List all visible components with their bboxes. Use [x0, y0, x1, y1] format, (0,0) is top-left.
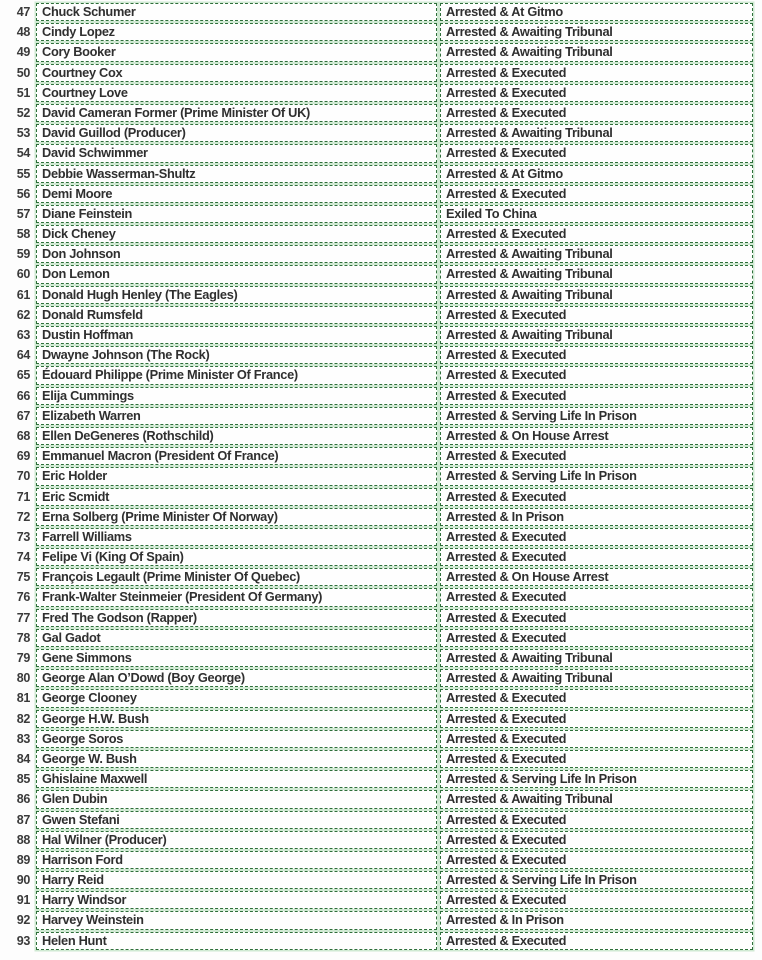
name-cell[interactable]: Gwen Stefani: [36, 811, 437, 829]
table-row: [0, 609, 762, 627]
name-cell[interactable]: George Clooney: [36, 689, 437, 707]
name-cell[interactable]: Elija Cummings: [36, 387, 437, 405]
row-number-label: 57: [16, 206, 30, 221]
name-cell[interactable]: Édouard Philippe (Prime Minister Of France): [36, 366, 437, 384]
status-cell[interactable]: Arrested & Awaiting Tribunal: [440, 790, 753, 808]
table-rows-container: [0, 3, 762, 950]
table-row: [0, 144, 762, 162]
table-row: [0, 165, 762, 183]
row-number-label: 77: [16, 610, 30, 625]
row-number-label: 50: [16, 65, 30, 80]
name-cell[interactable]: Gene Simmons: [36, 649, 437, 667]
name-cell[interactable]: Chuck Schumer: [36, 3, 437, 21]
row-number-label: 48: [16, 25, 30, 40]
name-cell[interactable]: Fred The Godson (Rapper): [36, 609, 437, 627]
name-cell[interactable]: Gal Gadot: [36, 629, 437, 647]
name-cell[interactable]: Helen Hunt: [36, 932, 437, 950]
table-row: [0, 205, 762, 223]
status-cell[interactable]: Arrested & On House Arrest: [440, 427, 753, 445]
row-number-label: 59: [16, 247, 30, 262]
status-cell[interactable]: Arrested & Executed: [440, 84, 753, 102]
name-cell[interactable]: Harrison Ford: [36, 851, 437, 869]
status-cell[interactable]: Arrested & Executed: [440, 750, 753, 768]
table-row: [0, 84, 762, 102]
status-cell[interactable]: Arrested & Executed: [440, 851, 753, 869]
status-cell[interactable]: Arrested & Awaiting Tribunal: [440, 669, 753, 687]
table-row: [0, 124, 762, 142]
name-cell[interactable]: Eric Scmidt: [36, 488, 437, 506]
status-cell[interactable]: Arrested & Executed: [440, 689, 753, 707]
row-number-label: 65: [16, 368, 30, 383]
status-cell[interactable]: Arrested & Executed: [440, 730, 753, 748]
table-row: [0, 326, 762, 344]
row-number-label: 52: [16, 105, 30, 120]
row-number-label: 60: [16, 267, 30, 282]
table-row: [0, 932, 762, 950]
row-number-label: 71: [16, 489, 30, 504]
table-row: [0, 346, 762, 364]
row-number-label: 82: [16, 711, 30, 726]
table-row: [0, 64, 762, 82]
row-number-label: 74: [16, 550, 30, 565]
name-cell[interactable]: Dustin Hoffman: [36, 326, 437, 344]
table-row: [0, 265, 762, 283]
row-number-label: 70: [16, 469, 30, 484]
table-row: [0, 366, 762, 384]
row-number-label: 80: [16, 671, 30, 686]
status-cell[interactable]: Exiled To China: [440, 205, 753, 223]
row-number-label: 62: [16, 307, 30, 322]
row-number-label: 58: [16, 227, 30, 242]
row-number-label: 47: [16, 5, 30, 19]
table-row: [0, 568, 762, 586]
row-number-label: 53: [16, 126, 30, 141]
row-number-label: 55: [16, 166, 30, 181]
status-cell[interactable]: Arrested & Executed: [440, 811, 753, 829]
table-row: [0, 387, 762, 405]
name-cell[interactable]: Donald Hugh Henley (The Eagles): [36, 286, 437, 304]
status-cell[interactable]: Arrested & Executed: [440, 185, 753, 203]
table-row: [0, 831, 762, 849]
name-cell[interactable]: David Cameran Former (Prime Minister Of UK): [36, 104, 437, 122]
status-cell[interactable]: Arrested & Awaiting Tribunal: [440, 265, 753, 283]
name-cell[interactable]: Donald Rumsfeld: [36, 306, 437, 324]
name-cell[interactable]: Felipe Vi (King Of Spain): [36, 548, 437, 566]
status-cell[interactable]: Arrested & On House Arrest: [440, 568, 753, 586]
status-cell[interactable]: Arrested & Executed: [440, 588, 753, 606]
row-number-label: 64: [16, 348, 30, 363]
status-cell[interactable]: Arrested & Executed: [440, 831, 753, 849]
status-cell[interactable]: Arrested & Executed: [440, 932, 753, 950]
name-cell[interactable]: Diane Feinstein: [36, 205, 437, 223]
table-row: [0, 427, 762, 445]
row-number-label: 51: [16, 85, 30, 100]
table-row: [0, 528, 762, 546]
table-row: [0, 811, 762, 829]
status-cell[interactable]: Arrested & Awaiting Tribunal: [440, 23, 753, 41]
row-number-label: 68: [16, 428, 30, 443]
table-row: [0, 43, 762, 61]
row-number-label: 49: [16, 45, 30, 60]
row-number-label: 89: [16, 852, 30, 867]
name-cell[interactable]: David Schwimmer: [36, 144, 437, 162]
table-row: [0, 730, 762, 748]
name-cell[interactable]: Don Lemon: [36, 265, 437, 283]
table-row: [0, 447, 762, 465]
status-cell[interactable]: Arrested & Serving Life In Prison: [440, 407, 753, 425]
row-number-label: 63: [16, 328, 30, 342]
row-number-label: 81: [16, 691, 30, 706]
name-cell[interactable]: Harry Reid: [36, 871, 437, 889]
table-row: [0, 185, 762, 203]
status-cell[interactable]: Arrested & Executed: [440, 104, 753, 122]
row-number-label: 87: [16, 812, 30, 827]
row-number-label: 84: [16, 751, 30, 766]
status-cell[interactable]: Arrested & Executed: [440, 346, 753, 364]
name-cell[interactable]: David Guillod (Producer): [36, 124, 437, 142]
status-cell[interactable]: Arrested & Executed: [440, 488, 753, 506]
status-cell[interactable]: Arrested & Executed: [440, 387, 753, 405]
table-row: [0, 245, 762, 263]
table-row: [0, 23, 762, 41]
status-cell[interactable]: Arrested & Executed: [440, 144, 753, 162]
name-cell[interactable]: Eric Holder: [36, 467, 437, 485]
status-cell[interactable]: Arrested & Awaiting Tribunal: [440, 286, 753, 304]
row-number-label: 88: [16, 832, 30, 847]
table-row: [0, 649, 762, 667]
status-cell[interactable]: Arrested & Executed: [440, 891, 753, 909]
status-cell[interactable]: Arrested & Serving Life In Prison: [440, 770, 753, 788]
row-number-label: 78: [16, 630, 30, 645]
status-cell[interactable]: Arrested & Executed: [440, 447, 753, 465]
status-cell[interactable]: Arrested & Executed: [440, 366, 753, 384]
table-row: [0, 488, 762, 506]
row-number-label: 66: [16, 388, 30, 403]
row-number-label: 91: [16, 893, 30, 908]
status-cell[interactable]: Arrested & Executed: [440, 629, 753, 647]
status-cell[interactable]: Arrested & In Prison: [440, 508, 753, 526]
name-cell[interactable]: George Alan O’Dowd (Boy George): [36, 669, 437, 687]
table-row: [0, 790, 762, 808]
row-number-label: 76: [16, 590, 30, 605]
row-number-label: 67: [16, 408, 30, 423]
row-number-label: 83: [16, 731, 30, 746]
table-row: [0, 750, 762, 768]
row-number-label: 72: [16, 509, 30, 524]
status-cell[interactable]: Arrested & Awaiting Tribunal: [440, 43, 753, 61]
row-number-label: 90: [16, 873, 30, 888]
status-cell[interactable]: Arrested & Executed: [440, 609, 753, 627]
name-cell[interactable]: Harry Windsor: [36, 891, 437, 909]
status-cell[interactable]: Arrested & Awaiting Tribunal: [440, 245, 753, 263]
row-number-label: 92: [16, 913, 30, 928]
table-row: [0, 710, 762, 728]
row-number-label: 61: [16, 287, 30, 302]
name-cell[interactable]: Don Johnson: [36, 245, 437, 263]
name-cell[interactable]: Dwayne Johnson (The Rock): [36, 346, 437, 364]
status-cell[interactable]: Arrested & Executed: [440, 710, 753, 728]
name-cell[interactable]: Glen Dubin: [36, 790, 437, 808]
name-cell[interactable]: Emmanuel Macron (President Of France): [36, 447, 437, 465]
name-cell[interactable]: Erna Solberg (Prime Minister Of Norway): [36, 508, 437, 526]
status-cell[interactable]: Arrested & Executed: [440, 528, 753, 546]
name-cell[interactable]: Ellen DeGeneres (Rothschild): [36, 427, 437, 445]
row-number-label: 93: [16, 933, 30, 948]
table-row: [0, 407, 762, 425]
status-cell[interactable]: Arrested & Awaiting Tribunal: [440, 326, 753, 344]
status-cell[interactable]: Arrested & Serving Life In Prison: [440, 467, 753, 485]
row-number-label: 69: [16, 449, 30, 464]
table-row: [0, 911, 762, 929]
name-cell[interactable]: Harvey Weinstein: [36, 911, 437, 929]
table-row: [0, 871, 762, 889]
row-number-label: 79: [16, 651, 30, 665]
table-row: [0, 467, 762, 485]
name-cell[interactable]: George Soros: [36, 730, 437, 748]
status-cell[interactable]: Arrested & At Gitmo: [440, 3, 753, 21]
name-cell[interactable]: François Legault (Prime Minister Of Quebec): [36, 568, 437, 586]
status-cell[interactable]: Arrested & Awaiting Tribunal: [440, 124, 753, 142]
row-number-label: 85: [16, 772, 30, 787]
table-row: [0, 669, 762, 687]
row-number-label: 54: [16, 146, 30, 161]
table-row: [0, 508, 762, 526]
table-row: [0, 104, 762, 122]
table-row: [0, 689, 762, 707]
name-cell[interactable]: Elizabeth Warren: [36, 407, 437, 425]
table-row: [0, 286, 762, 304]
name-cell[interactable]: Dick Cheney: [36, 225, 437, 243]
name-cell[interactable]: Cindy Lopez: [36, 23, 437, 41]
status-cell[interactable]: Arrested & Executed: [440, 548, 753, 566]
status-cell[interactable]: Arrested & Awaiting Tribunal: [440, 649, 753, 667]
name-cell[interactable]: Debbie Wasserman-Shultz: [36, 165, 437, 183]
status-cell[interactable]: Arrested & At Gitmo: [440, 165, 753, 183]
name-cell[interactable]: Cory Booker: [36, 43, 437, 61]
table-row: [0, 588, 762, 606]
table-row: [0, 891, 762, 909]
table-row: [0, 851, 762, 869]
name-cell[interactable]: Frank-Walter Steinmeier (President Of Germany): [36, 588, 437, 606]
table-row: [0, 3, 762, 21]
row-number-label: 86: [16, 792, 30, 807]
name-cell[interactable]: George W. Bush: [36, 750, 437, 768]
table-row: [0, 306, 762, 324]
table-row: [0, 225, 762, 243]
table-row: [0, 629, 762, 647]
name-cell[interactable]: Ghislaine Maxwell: [36, 770, 437, 788]
status-cell[interactable]: Arrested & Serving Life In Prison: [440, 871, 753, 889]
row-number-label: 75: [16, 570, 30, 585]
row-number-label: 56: [16, 186, 30, 201]
name-cell[interactable]: George H.W. Bush: [36, 710, 437, 728]
name-cell[interactable]: Demi Moore: [36, 185, 437, 203]
status-cell[interactable]: Arrested & In Prison: [440, 911, 753, 929]
table-row: [0, 548, 762, 566]
status-cell[interactable]: Arrested & Executed: [440, 225, 753, 243]
row-number-label: 73: [16, 529, 30, 544]
name-cell[interactable]: Farrell Williams: [36, 528, 437, 546]
name-cell[interactable]: Courtney Cox: [36, 64, 437, 82]
status-cell[interactable]: Arrested & Executed: [440, 64, 753, 82]
name-cell[interactable]: Courtney Love: [36, 84, 437, 102]
name-cell[interactable]: Hal Wilner (Producer): [36, 831, 437, 849]
table-row: [0, 770, 762, 788]
status-cell[interactable]: Arrested & Executed: [440, 306, 753, 324]
